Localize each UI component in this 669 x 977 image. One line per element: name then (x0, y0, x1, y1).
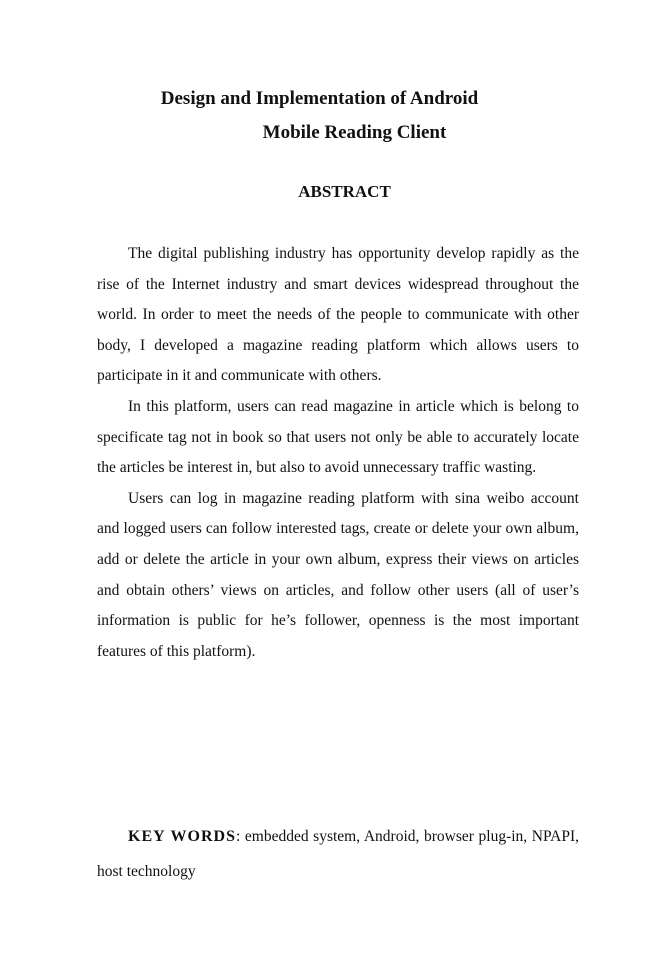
abstract-body (97, 239, 579, 667)
keywords-separator: : (235, 828, 241, 845)
document-title (0, 82, 669, 150)
abstract-heading: ABSTRACT (298, 182, 391, 201)
title-line-1: Design and Implementation of Android (160, 88, 479, 109)
abstract-paragraph-2: In this platform, users can read magazine in article which is belong to specificate tag not in book so that users not only be able to accurately locate the articles be interest in, but also to avoid unnecessary traffic wasting. (97, 397, 579, 477)
keywords-section (97, 819, 579, 889)
keywords-text: embedded system, Android, browser plug-in, NPAPI, host technology (97, 828, 579, 880)
abstract-paragraph-1: The digital publishing industry has opportunity develop rapidly as the rise of the Internet industry and smart devices widespread throughout the world. In order to meet the needs of the people to communicate with other body, I developed a magazine reading platform which allows users to participate in it and communicate with others. (97, 245, 579, 385)
keywords-label: KEY WORDS (128, 828, 236, 845)
title-line-2: Mobile Reading Client (262, 122, 447, 143)
abstract-paragraph-3: Users can log in magazine reading platform with sina weibo account and logged users can follow interested tags, create or delete your own album, add or delete the article in your own album, express their views on articles and obtain others’ views on articles, and follow other users (all of user’s information is public for he’s follower, openness is the most important features of this platform). (97, 489, 579, 660)
